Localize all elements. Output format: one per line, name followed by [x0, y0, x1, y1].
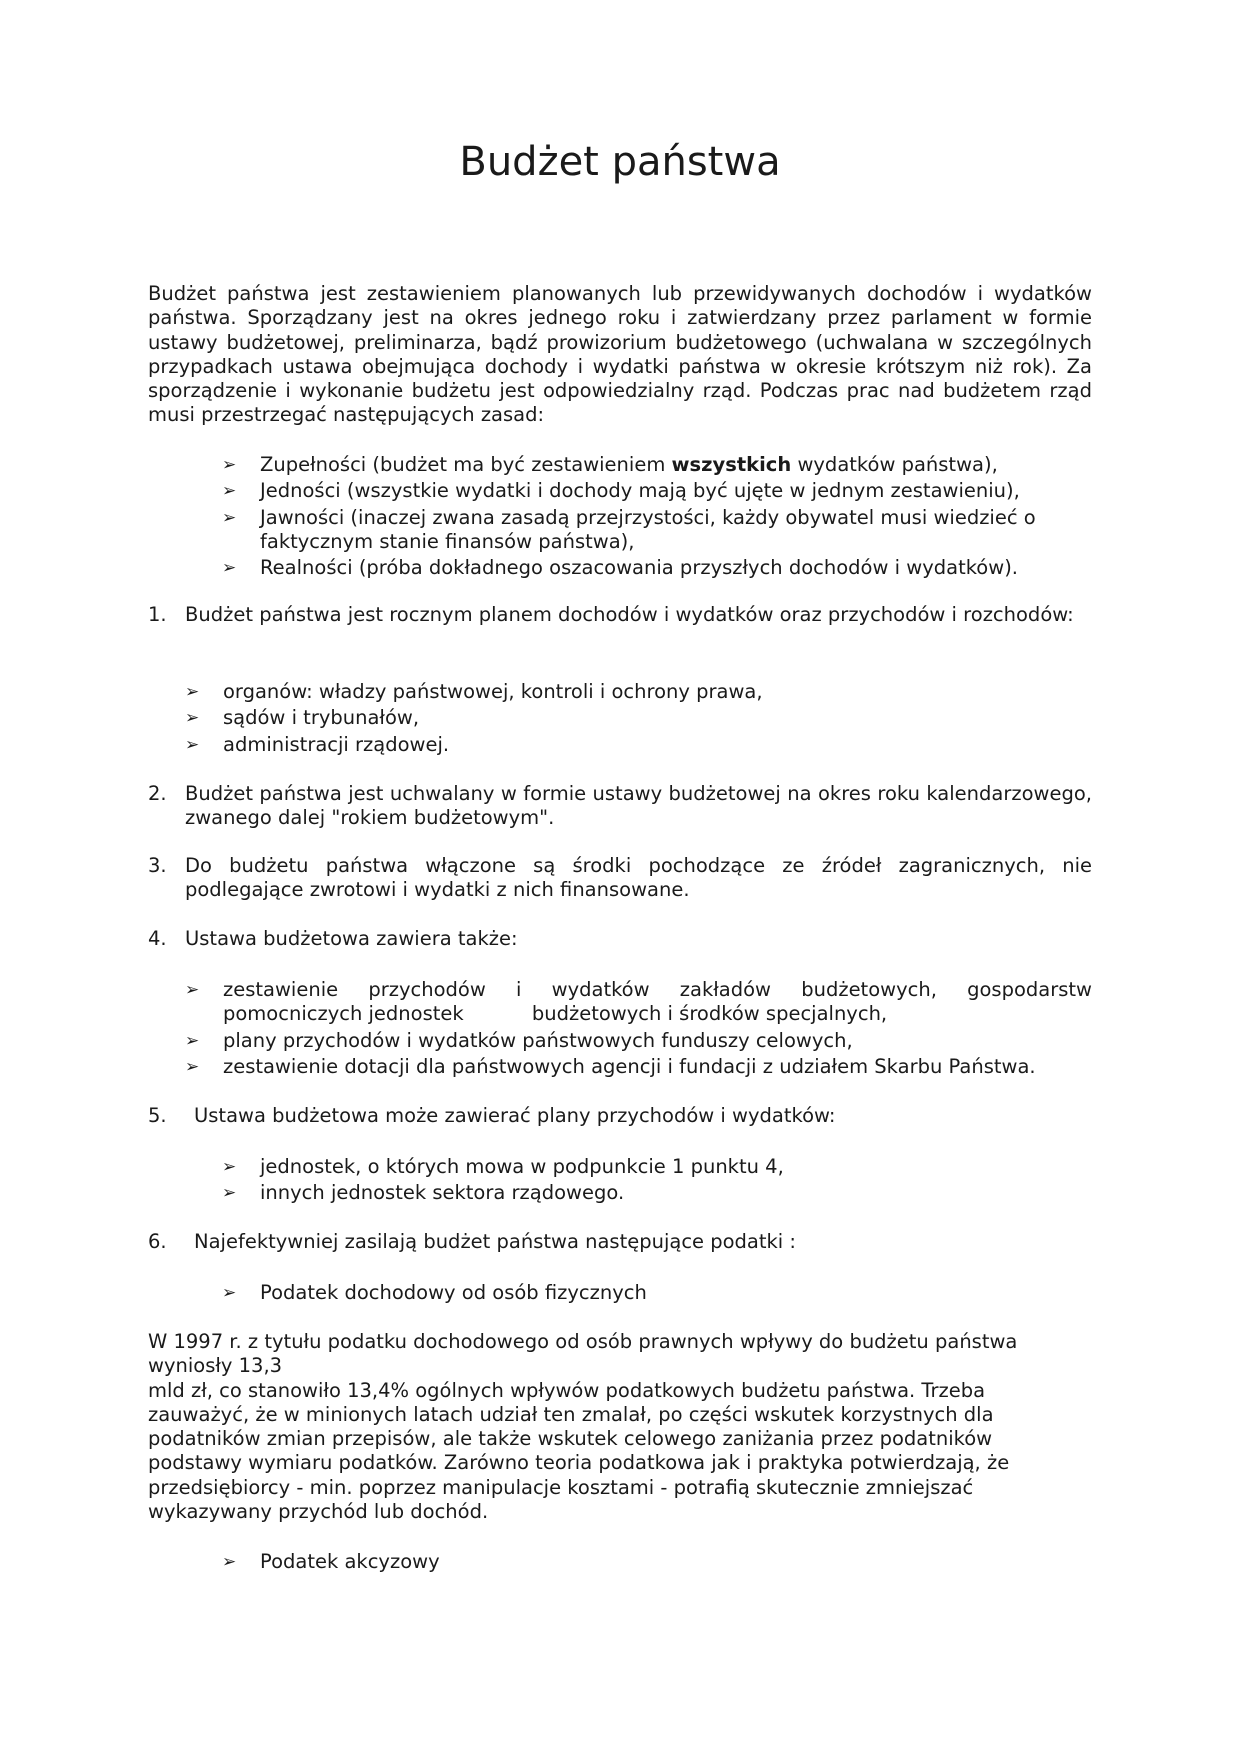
tax-paragraph-body: mld zł, co stanowiło 13,4% ogólnych wpływów podatkowych budżetu państwa. Trzeba zauważyć, że w minionych latach udział ten zmalał, po części wskutek korzystnych dla podatników zmian przepisów, ale także wskutek celowego zaniżania przez podatników podstawy wymiaru podatków. Zarówno teoria podatkowa jak i praktyka potwierdzają, że przedsiębiorcy - min. poprzez manipulacje kosztami - potrafią skutecznie zmniejszać wykazywany przychód lub dochód.	[148, 1378, 1010, 1524]
item-1-list	[185, 680, 1092, 759]
item-text: Budżet państwa jest uchwalany w formie ustawy budżetowej na okres roku kalendarzowego, zwanego dalej "rokiem budżetowym".	[185, 782, 1092, 830]
emphasis-text: wszystkich	[671, 453, 792, 476]
arrowhead-bullet-icon: ➢	[185, 1030, 200, 1051]
item-6-list	[222, 1281, 1092, 1307]
list-item: ➢ Realności (próba dokładnego oszacowania przyszłych dochodów i wydatków).	[222, 556, 1018, 580]
document-page	[148, 0, 1099, 1754]
list-item: ➢ zestawienie dotacji dla państwowych agencji i fundacji z udziałem Skarbu Państwa.	[185, 1054, 1036, 1078]
final-list	[222, 1550, 1092, 1576]
numbered-item-4	[148, 927, 1092, 951]
list-item: ➢ Zupełności (budżet ma być zestawieniem wszystkich wydatków państwa),	[222, 453, 998, 476]
arrowhead-bullet-icon: ➢	[222, 481, 237, 502]
arrowhead-bullet-icon: ➢	[222, 455, 237, 475]
item-5-list	[222, 1155, 1092, 1208]
item-number: 3.	[148, 854, 167, 877]
numbered-item-3	[148, 854, 1092, 903]
list-item: ➢ Jawności (inaczej zwana zasadą przejrzystości, każdy obywatel musi wiedzieć o faktycznym stanie finansów państwa),	[222, 505, 1036, 553]
arrowhead-bullet-icon: ➢	[222, 1157, 237, 1177]
arrowhead-bullet-icon: ➢	[222, 1283, 237, 1303]
numbered-item-2	[148, 782, 1092, 831]
list-item: ➢ organów: władzy państwowej, kontroli i ochrony prawa,	[185, 680, 763, 703]
arrowhead-bullet-icon: ➢	[222, 1183, 237, 1204]
list-item: ➢ zestawienie przychodów i wydatków zakładów budżetowych, gospodarstw pomocniczych jednostek budżetowych i środków specjalnych,	[185, 978, 1099, 1026]
list-item: ➢ sądów i trybunałów,	[185, 706, 420, 730]
item-number: 6.	[148, 1230, 167, 1253]
list-item: ➢ jednostek, o których mowa w podpunkcie 1 punktu 4,	[222, 1155, 784, 1178]
list-item: ➢ Jedności (wszystkie wydatki i dochody mają być ujęte w jednym zestawieniu),	[222, 479, 1020, 503]
arrowhead-bullet-icon: ➢	[185, 1056, 200, 1077]
list-item: ➢ Podatek dochodowy od osób fizycznych	[222, 1281, 647, 1304]
item-number: 2.	[148, 782, 167, 805]
arrowhead-bullet-icon: ➢	[185, 980, 200, 1000]
tax-paragraph-line1: W 1997 r. z tytułu podatku dochodowego od osób prawnych wpływy do budżetu państwa wyniosły 13,3	[148, 1330, 1018, 1378]
item-text: Do budżetu państwa włączone są środki pochodzące ze źródeł zagranicznych, nie podlegające zwrotowi i wydatki z nich finansowane.	[185, 854, 1092, 902]
numbered-item-1	[148, 603, 1092, 627]
item-text: Ustawa budżetowa zawiera także:	[185, 927, 518, 950]
arrowhead-bullet-icon: ➢	[185, 682, 200, 702]
tax-paragraph	[148, 1330, 1092, 1524]
arrowhead-bullet-icon: ➢	[222, 558, 237, 579]
arrowhead-bullet-icon: ➢	[222, 1552, 237, 1572]
item-text: Ustawa budżetowa może zawierać plany przychodów i wydatków:	[194, 1104, 836, 1127]
page-title: Budżet państwa	[459, 139, 781, 185]
list-item: ➢ Podatek akcyzowy	[222, 1550, 440, 1573]
list-item: ➢ administracji rządowej.	[185, 732, 450, 756]
item-number: 4.	[148, 927, 167, 950]
list-item: ➢ plany przychodów i wydatków państwowych funduszy celowych,	[185, 1028, 853, 1052]
item-number: 5.	[148, 1104, 167, 1127]
numbered-item-6	[148, 1230, 1092, 1254]
item-text: Najefektywniej zasilają budżet państwa następujące podatki :	[194, 1230, 796, 1253]
item-text: Budżet państwa jest rocznym planem dochodów i wydatków oraz przychodów i rozchodów:	[185, 603, 1074, 626]
numbered-item-5	[148, 1104, 1092, 1128]
list-item: ➢ innych jednostek sektora rządowego.	[222, 1181, 625, 1205]
arrowhead-bullet-icon: ➢	[185, 708, 200, 729]
intro-paragraph: Budżet państwa jest zestawieniem planowanych lub przewidywanych dochodów i wydatków państwa. Sporządzany jest na okres jednego roku i zatwierdzany przez parlament w formie ustawy budżetowej, preliminarza, bądź prowizorium budżetowego (uchwalana w szczególnych przypadkach ustawa obejmująca dochody i wydatki państwa w okresie krótszym niż rok). Za sporządzenie i wykonanie budżetu jest odpowiedzialny rząd. Podczas prac nad budżetem rząd musi przestrzegać następujących zasad:	[148, 282, 1092, 427]
arrowhead-bullet-icon: ➢	[185, 734, 200, 755]
arrowhead-bullet-icon: ➢	[222, 507, 237, 528]
item-number: 1.	[148, 603, 167, 626]
principles-list	[222, 453, 1092, 582]
item-4-list	[185, 978, 1099, 1081]
